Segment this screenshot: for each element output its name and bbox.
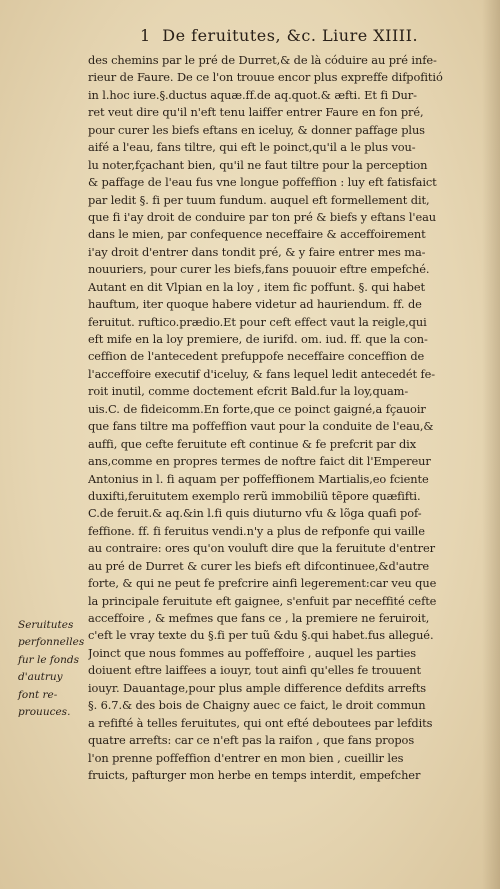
text-line: feruitut. ruftico.prædio.Et pour ceft effect vaut la reigle,qui xyxy=(88,314,427,329)
text-line: que fi i'ay droit de conduire par ton pré & biefs y eftans l'eau xyxy=(88,209,437,224)
text-line: eft mife en la loy premiere, de iurifd. om. iud. ff. que la con- xyxy=(88,332,428,346)
running-header xyxy=(140,26,440,45)
text-line: duxifti,feruitutem exemplo rerũ immobiliũ tẽpore quæfifti. xyxy=(88,488,421,503)
text-line: hauftum, iter quoque habere videtur ad hauriendum. ff. de xyxy=(88,297,422,312)
text-line: lu noter,fçachant bien, qu'il ne faut tiltre pour la perception xyxy=(88,157,428,172)
text-line: acceffoire , & mefmes que fans ce , la premiere ne feruiroit, xyxy=(88,611,430,625)
text-line: auffi, que cefte feruitute eft continue & fe prefcrit par dix xyxy=(88,436,417,451)
text-line: au pré de Durret & curer les biefs eft difcontinuee,&d'autre xyxy=(88,558,430,573)
text-line: rieur de Faure. De ce l'on trouue encor plus expreffe difpofitió xyxy=(88,70,443,85)
margin-note-line: prouuces. xyxy=(18,706,71,719)
body-text xyxy=(88,52,486,784)
text-line: c'eft le vray texte du §.fi per tuũ &du §.qui habet.fus allegué. xyxy=(88,628,434,643)
text-line: in l.hoc iure.§.ductus aquæ.ff.de aq.quot.& æfti. Et fi Dur- xyxy=(88,87,417,102)
text-line: fruicts, pafturger mon herbe en temps interdit, empefcher xyxy=(88,767,421,782)
margin-note-line: perfonnelles xyxy=(18,636,85,649)
text-line: au contraire: ores qu'on vouluft dire que la feruitute d'entrer xyxy=(88,541,435,556)
text-line: quatre arrefts: car ce n'eft pas la raifon , que fans propos xyxy=(88,733,415,748)
text-line: a refifté à telles feruitutes, qui ont efté deboutees par lefdits xyxy=(88,715,433,730)
text-line: Antonius in l. fi aquam per poffeffionem Martialis,eo fciente xyxy=(88,471,429,486)
text-line: C.de feruit.& aq.&in l.fi quis diuturno vfu & lõga quafi pof- xyxy=(88,506,422,521)
text-line: ceffion de l'antecedent prefuppofe neceffaire conceffion de xyxy=(88,349,425,364)
page-gutter-shadow xyxy=(482,0,500,889)
margin-note xyxy=(18,617,88,721)
text-line: Autant en dit Vlpian en la loy , item fic poffunt. §. qui habet xyxy=(88,279,425,294)
text-line: §. 6.7.& des bois de Chaigny auec ce faict, le droit commun xyxy=(88,698,426,713)
text-line: pour curer les biefs eftans en iceluy, & donner paffage plus xyxy=(88,122,425,137)
text-line: l'acceffoire executif d'iceluy, & fans lequel ledit antecedét fe- xyxy=(88,366,436,381)
running-title: De feruitutes, &c. Liure XIIII. xyxy=(162,26,419,45)
text-line: l'on prenne poffeffion d'entrer en mon bien , cueillir les xyxy=(88,750,404,765)
text-line: iouyr. Dauantage,pour plus ample difference defdits arrefts xyxy=(88,680,427,695)
text-line: la principale feruitute eft gaignee, s'enfuit par neceffité cefte xyxy=(88,593,437,608)
margin-note-line: Seruitutes xyxy=(18,619,74,631)
text-line: & paffage de l'eau fus vne longue poffeffion : luy eft fatisfaict xyxy=(88,175,437,190)
margin-note-line: d'autruy xyxy=(18,671,63,684)
page-number: 1 xyxy=(140,26,151,45)
text-line: que fans tiltre ma poffeffion vaut pour la conduite de l'eau,& xyxy=(88,419,434,434)
text-line: ans,comme en propres termes de noftre faict dit l'Empereur xyxy=(88,454,431,469)
text-line: roit inutil, comme doctement efcrit Bald.fur la loy,quam- xyxy=(88,384,409,399)
text-line: i'ay droit d'entrer dans tondit pré, & y faire entrer mes ma- xyxy=(88,244,426,259)
text-line: forte, & qui ne peut fe prefcrire ainfi legerement:car veu que xyxy=(88,576,437,591)
text-line: uis.C. de fideicomm.En forte,que ce poinct gaigné,a fçauoir xyxy=(88,401,426,416)
text-line: aifé a l'eau, fans tiltre, qui eft le poinct,qu'il a le plus vou- xyxy=(88,140,416,155)
text-line: des chemins par le pré de Durret,& de là códuire au pré infe- xyxy=(88,53,437,67)
text-line: par ledit §. fi per tuum fundum. auquel eft formellement dit, xyxy=(88,192,430,207)
text-line: doiuent eftre laiffees a iouyr, tout ainfi qu'elles fe trouuent xyxy=(88,663,422,678)
margin-note-line: font re- xyxy=(18,688,58,701)
text-line: feffione. ff. fi feruitus vendi.n'y a plus de refponfe qui vaille xyxy=(88,523,425,538)
margin-note-line: fur le fonds xyxy=(18,653,79,666)
text-line: Joinct que nous fommes au poffeffoire , auquel les parties xyxy=(88,645,417,660)
text-line: nouuriers, pour curer les biefs,fans pouuoir eftre empefché. xyxy=(88,262,430,277)
text-line: dans le mien, par confequence neceffaire & acceffoirement xyxy=(88,227,426,242)
text-line: ret veut dire qu'il n'eft tenu laiffer entrer Faure en fon pré, xyxy=(88,105,424,120)
